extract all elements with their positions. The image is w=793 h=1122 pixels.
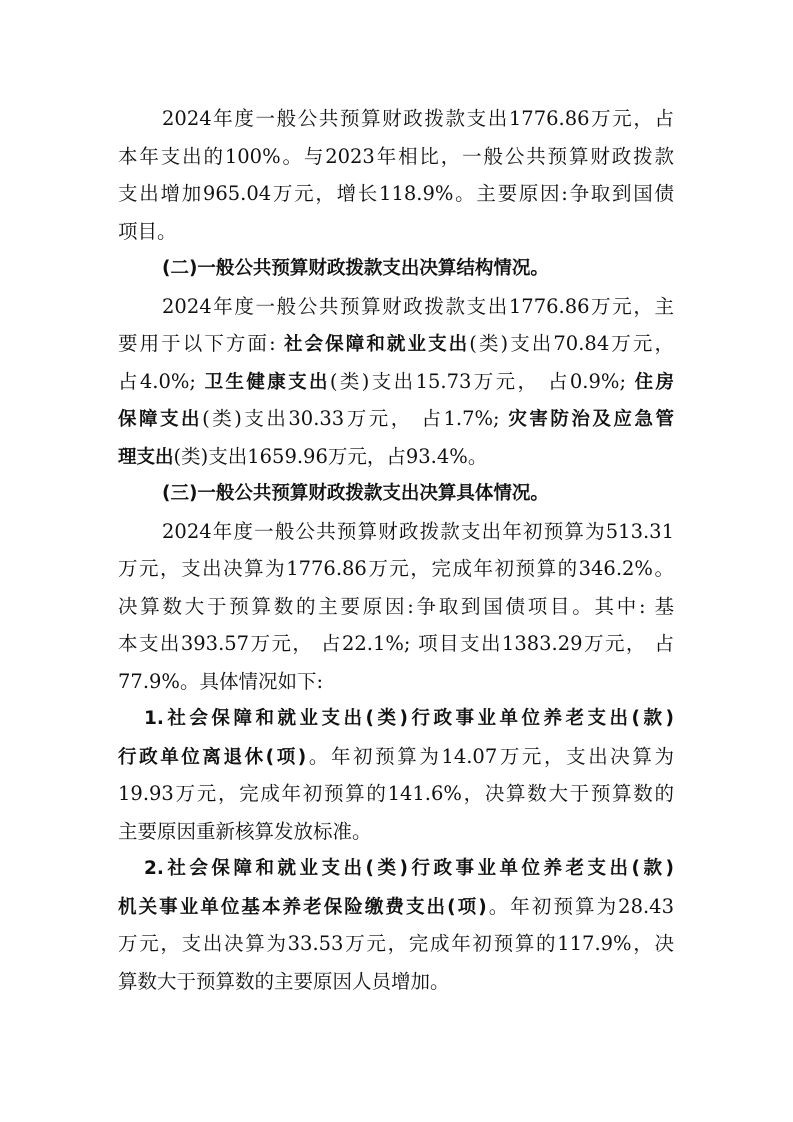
paragraph-line: 项目。 — [118, 219, 177, 243]
paragraph-line: 本年支出的100%。与2023年相比，一般公共预算财政拨款 — [118, 144, 674, 168]
text-run: (类)支出30.33万元， 占1.7%; — [202, 407, 509, 430]
bold-category: 住房 — [634, 371, 674, 393]
paragraph-line: 算数大于预算数的主要原因人员增加。 — [118, 969, 450, 993]
bold-item: 机关事业单位基本养老保险缴费支出(项) — [118, 896, 487, 918]
bold-category: 卫生健康支出 — [204, 371, 330, 393]
text-run: (类)支出1659.96万元，占93.4%。 — [173, 444, 488, 468]
bold-category: 保障支出 — [118, 409, 203, 430]
paragraph-line: 19.93万元，完成年初预算的141.6%，决算数大于预算数的 — [118, 782, 674, 805]
section-heading-3: (三)一般公共预算财政拨款支出决算具体情况。 — [162, 483, 549, 504]
paragraph-line: 主要原因重新核算发放标准。 — [118, 819, 372, 843]
paragraph-line: 2024年度一般公共预算财政拨款支出年初预算为513.31 — [162, 519, 674, 543]
text-run: 。年初预算为28.43 — [486, 894, 674, 918]
document-page — [118, 100, 674, 1000]
text-run: 占4.0%; — [118, 369, 205, 393]
item-2-heading: 2.社会保障和就业支出(类)行政事业单位养老支出(款) — [144, 858, 674, 879]
paragraph-line: 决算数大于预算数的主要原因:争取到国债项目。其中: 基 — [118, 594, 674, 618]
item-1-heading: 1.社会保障和就业支出(类)行政事业单位养老支出(款) — [144, 708, 674, 729]
paragraph-line: 2024年度一般公共预算财政拨款支出1776.86万元，主 — [162, 294, 674, 318]
text-run: (类)支出15.73万元， 占0.9%; — [329, 369, 635, 393]
paragraph-line — [118, 738, 674, 776]
paragraph-line: 支出增加965.04万元，增长118.9%。主要原因:争取到国债 — [118, 182, 674, 205]
paragraph-line — [118, 400, 674, 438]
section-heading-2: (二)一般公共预算财政拨款支出决算结构情况。 — [162, 258, 549, 279]
text-run: 。年初预算为14.07万元，支出决算为 — [306, 744, 674, 768]
paragraph-line — [118, 438, 674, 476]
paragraph-line: 2024年度一般公共预算财政拨款支出1776.86万元，占 — [162, 107, 674, 130]
paragraph-line: 万元，支出决算为1776.86万元，完成年初预算的346.2%。 — [118, 557, 674, 580]
text-run: 要用于以下方面: — [118, 332, 284, 355]
paragraph-line: 万元，支出决算为33.53万元，完成年初预算的117.9%，决 — [118, 932, 674, 955]
bold-category: 理支出 — [118, 446, 174, 468]
paragraph-line — [118, 325, 674, 363]
paragraph-line: 本支出393.57万元， 占22.1%; 项目支出1383.29万元， 占 — [118, 632, 674, 655]
text-run: (类)支出70.84万元， — [469, 332, 674, 355]
paragraph-line: 77.9%。具体情况如下: — [118, 669, 324, 693]
paragraph-line — [118, 888, 674, 926]
bold-item: 行政单位离退休(项) — [118, 746, 307, 768]
paragraph-line — [118, 363, 674, 401]
bold-category: 社会保障和就业支出 — [283, 334, 470, 355]
bold-category: 灾害防治及应急管 — [508, 409, 674, 430]
